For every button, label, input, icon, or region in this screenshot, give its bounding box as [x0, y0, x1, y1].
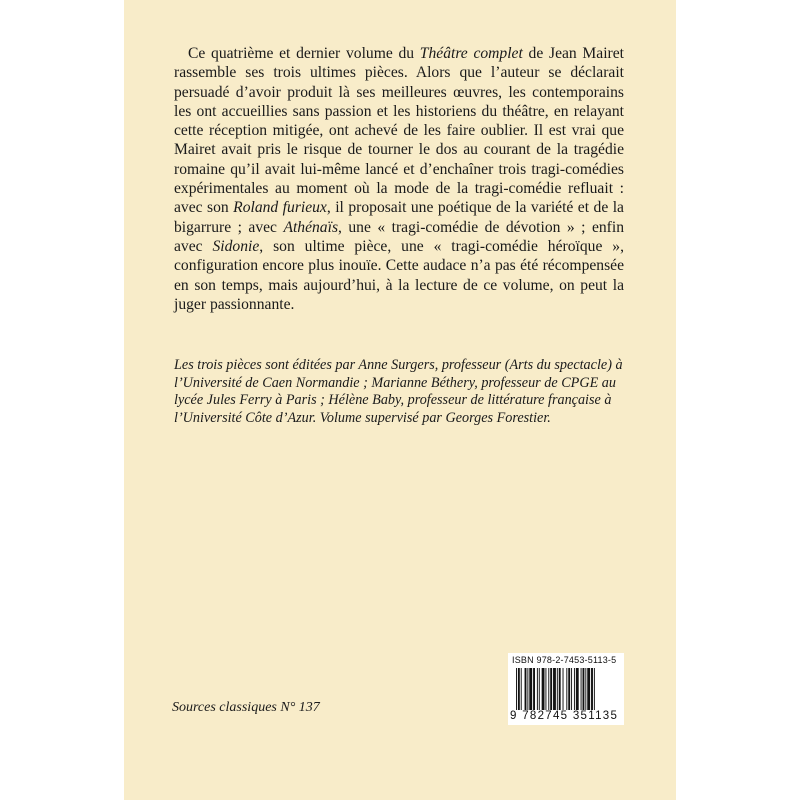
blurb-text-1: Ce quatrième et dernier volume du	[188, 45, 420, 62]
blurb-text-2: de Jean Mairet rassemble ses trois ultimes pièces. Alors que l’auteur se déclarait persuadé d’avoir produit là ses meilleures œuvres, les contemporains les ont accueillies sans passion et les historiens du théâtre, en relayant cette réception mitigée, ont achevé de les faire oublier. Il est vrai que Mairet avait pris le risque de tourner le dos au courant de la tragédie romaine qu’il avait lui-même lancé et d’enchaîner trois tragi-comédies expérimentales au moment où la mode de la tragi-comédie refluait : avec son	[174, 45, 624, 217]
blurb-text-3: , il proposait une poétique de la variété et de la bigarrure ; avec	[174, 199, 624, 236]
barcode-bars	[512, 668, 622, 710]
blurb-text-5: , son ultime pièce, une « tragi-comédie héroïque », configuration encore plus inouïe. Cette audace n’a pas été récompensée en son temps, mais aujourd’hui, à la lecture de ce volume, on peut la juger passionnante.	[174, 237, 624, 313]
blurb-text-4: , une « tragi-comédie de dévotion » ; enfin avec	[174, 218, 624, 255]
blurb-title-roland-furieux: Roland furieux	[233, 199, 327, 217]
editors-credits: Les trois pièces sont éditées par Anne Surgers, professeur (Arts du spectacle) à l’Université de Caen Normandie ; Marianne Béthery, professeur de CPGE au lycée Jules Ferry à Paris ; Hélène Baby, professeur de littérature française à l’Université Côte d’Azur. Volume supervisé par Georges Forestier.	[174, 357, 623, 426]
isbn-barcode	[508, 653, 624, 725]
blurb-title-athenais: Athénaïs	[283, 218, 339, 236]
blurb-title-theatre-complet: Théâtre complet	[419, 45, 523, 62]
blurb-title-sidonie: Sidonie	[212, 237, 260, 255]
isbn-number: ISBN 978-2-7453-5113-5	[512, 655, 617, 665]
barcode-digits: 9 782745 351135	[510, 710, 619, 722]
blurb-paragraph	[174, 44, 624, 314]
series-label: Sources classiques N° 137	[172, 700, 320, 715]
